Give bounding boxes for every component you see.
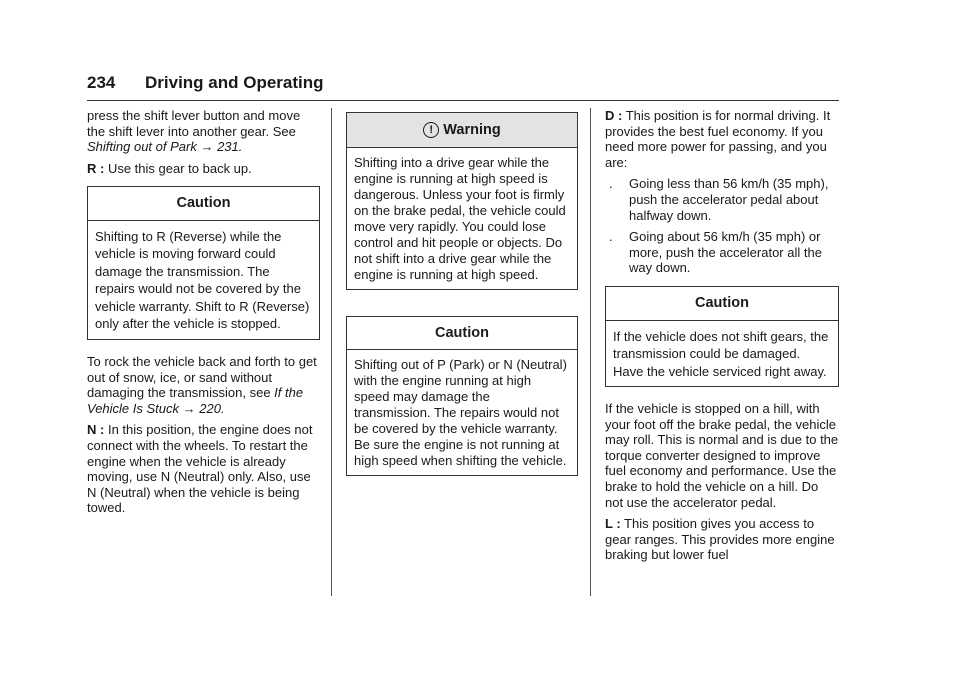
gear-label-r: R :	[87, 160, 105, 176]
list-item-text: Going less than 56 km/h (35 mph), push the accelerator pedal about halfway down.	[629, 176, 829, 223]
gear-label-d: D :	[605, 108, 623, 123]
caution-title: Caution	[606, 287, 838, 321]
low-paragraph: L : This position gives you access to gear ranges. This provides more engine braking but lower fuel	[605, 516, 835, 563]
column-divider	[331, 108, 332, 596]
section-title: Driving and Operating	[145, 73, 324, 92]
gear-label-n: N :	[87, 422, 105, 438]
column-3	[605, 108, 839, 569]
list-item	[605, 229, 839, 276]
shift-paragraph: press the shift lever button and move the shift lever into another gear. See Shifting out of Park → 231.	[87, 108, 301, 155]
gear-label-l: L :	[605, 516, 621, 532]
caution-text: If the vehicle does not shift gears, the transmission could be damaged. Have the vehicle serviced right away.	[613, 328, 829, 379]
column-2	[346, 108, 578, 490]
caution-text: Shifting to R (Reverse) while the vehicle is moving forward could damage the transmission. The repairs would not be covered by the vehicle warranty. Shift to R (Reverse) only after the vehicle is stopped.	[95, 228, 310, 332]
rock-paragraph: To rock the vehicle back and forth to get out of snow, ice, or sand without damaging the transmission, see If the Vehicle Is Stuck → 220.	[87, 353, 317, 416]
cross-reference-link[interactable]: If the Vehicle Is Stuck	[87, 385, 304, 416]
caution-box	[605, 286, 839, 387]
caution-title: Caution	[88, 187, 319, 221]
page-reference: → 231.	[196, 139, 243, 155]
warning-title: Warning	[443, 122, 501, 138]
neutral-paragraph: N : In this position, the engine does not connect with the wheels. To restart the engine when the vehicle is already moving, use N (Neutral) only. Also, use N (Neutral) when the vehicle is being towed.	[87, 422, 313, 516]
hill-paragraph: If the vehicle is stopped on a hill, with your foot off the brake pedal, the vehicle may roll. This is normal and is due to the torque converter designed to improve fuel economy and performance. Use the brake to hold the vehicle on a hill. Do not use the accelerator pedal.	[605, 401, 839, 510]
warning-icon: !	[423, 122, 439, 138]
page-reference: → 220.	[179, 400, 225, 416]
reverse-paragraph: R : Use this gear to back up.	[87, 160, 252, 176]
column-1	[87, 108, 320, 522]
warning-header	[347, 113, 577, 148]
page-number: 234	[87, 73, 116, 92]
caution-title: Caution	[347, 317, 577, 351]
drive-paragraph: D : This position is for normal driving. It provides the best fuel economy. If you need more power for passing, and you are:	[605, 108, 831, 170]
caution-box	[87, 186, 320, 340]
column-divider	[590, 108, 591, 596]
caution-text: Shifting out of P (Park) or N (Neutral) with the engine running at high speed may damage the transmission. The repairs would not be covered by the vehicle warranty. Be sure the engine is not running at high speed when shifting the vehicle.	[354, 357, 567, 469]
bullet-mark: .	[609, 229, 613, 245]
page-header	[87, 68, 839, 101]
warning-text: Shifting into a drive gear while the engine is running at high speed is dangerous. Unless your foot is firmly on the brake pedal, the vehicle could move very rapidly. You could lose control and hit people or objects. Do not shift into a drive gear while the engine is running at high speed.	[354, 154, 566, 282]
caution-box	[346, 316, 578, 477]
bullet-mark: .	[609, 176, 613, 192]
cross-reference-link[interactable]: Shifting out of Park	[87, 139, 197, 155]
list-item-text: Going about 56 km/h (35 mph) or more, push the accelerator all the way down.	[629, 229, 822, 276]
warning-box	[346, 112, 578, 290]
list-item	[605, 176, 839, 223]
